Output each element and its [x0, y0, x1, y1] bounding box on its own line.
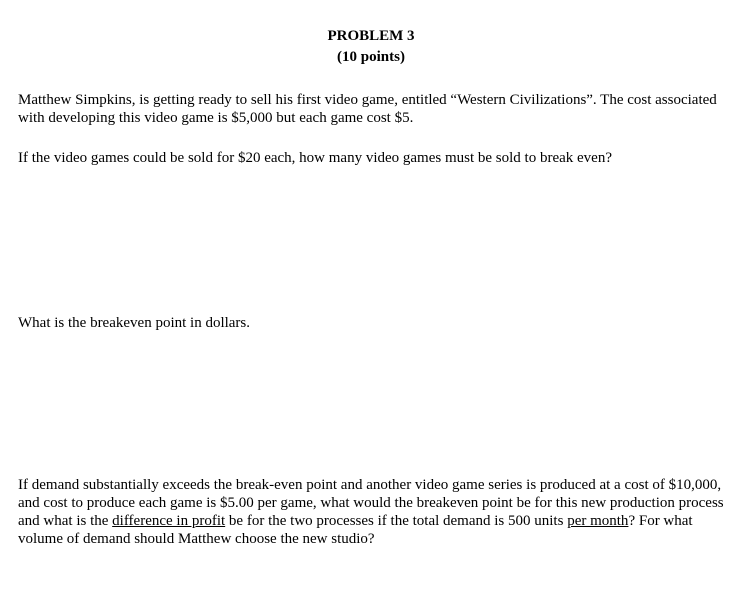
difference-in-profit-underlined: difference in profit — [112, 513, 226, 529]
question-3 — [18, 476, 730, 548]
problem-title: PROBLEM 3 — [327, 28, 415, 44]
question-3-text-3: ? For what volume of demand should Matthew choose the new studio? — [18, 513, 693, 547]
question-3-text-2: be for the two processes if the total demand is 500 units — [225, 513, 568, 529]
problem-points: (10 points) — [337, 49, 405, 65]
intro-paragraph: Matthew Simpkins, is getting ready to sell his first video game, entitled “Western Civilizations”. The cost associated with developing this video game is $5,000 but each game cost $5. — [18, 92, 717, 126]
question-2: What is the breakeven point in dollars. — [18, 315, 251, 331]
question-3-text-1: If demand substantially exceeds the break-even point and another video game series is produced at a cost of $10,000, and cost to produce each game is $5.00 per game, what would the breakeven point be for this new production process and what is the — [18, 477, 724, 529]
question-1: If the video games could be sold for $20 each, how many video games must be sold to break even? — [18, 150, 613, 166]
per-month-underlined: per month — [567, 513, 629, 529]
